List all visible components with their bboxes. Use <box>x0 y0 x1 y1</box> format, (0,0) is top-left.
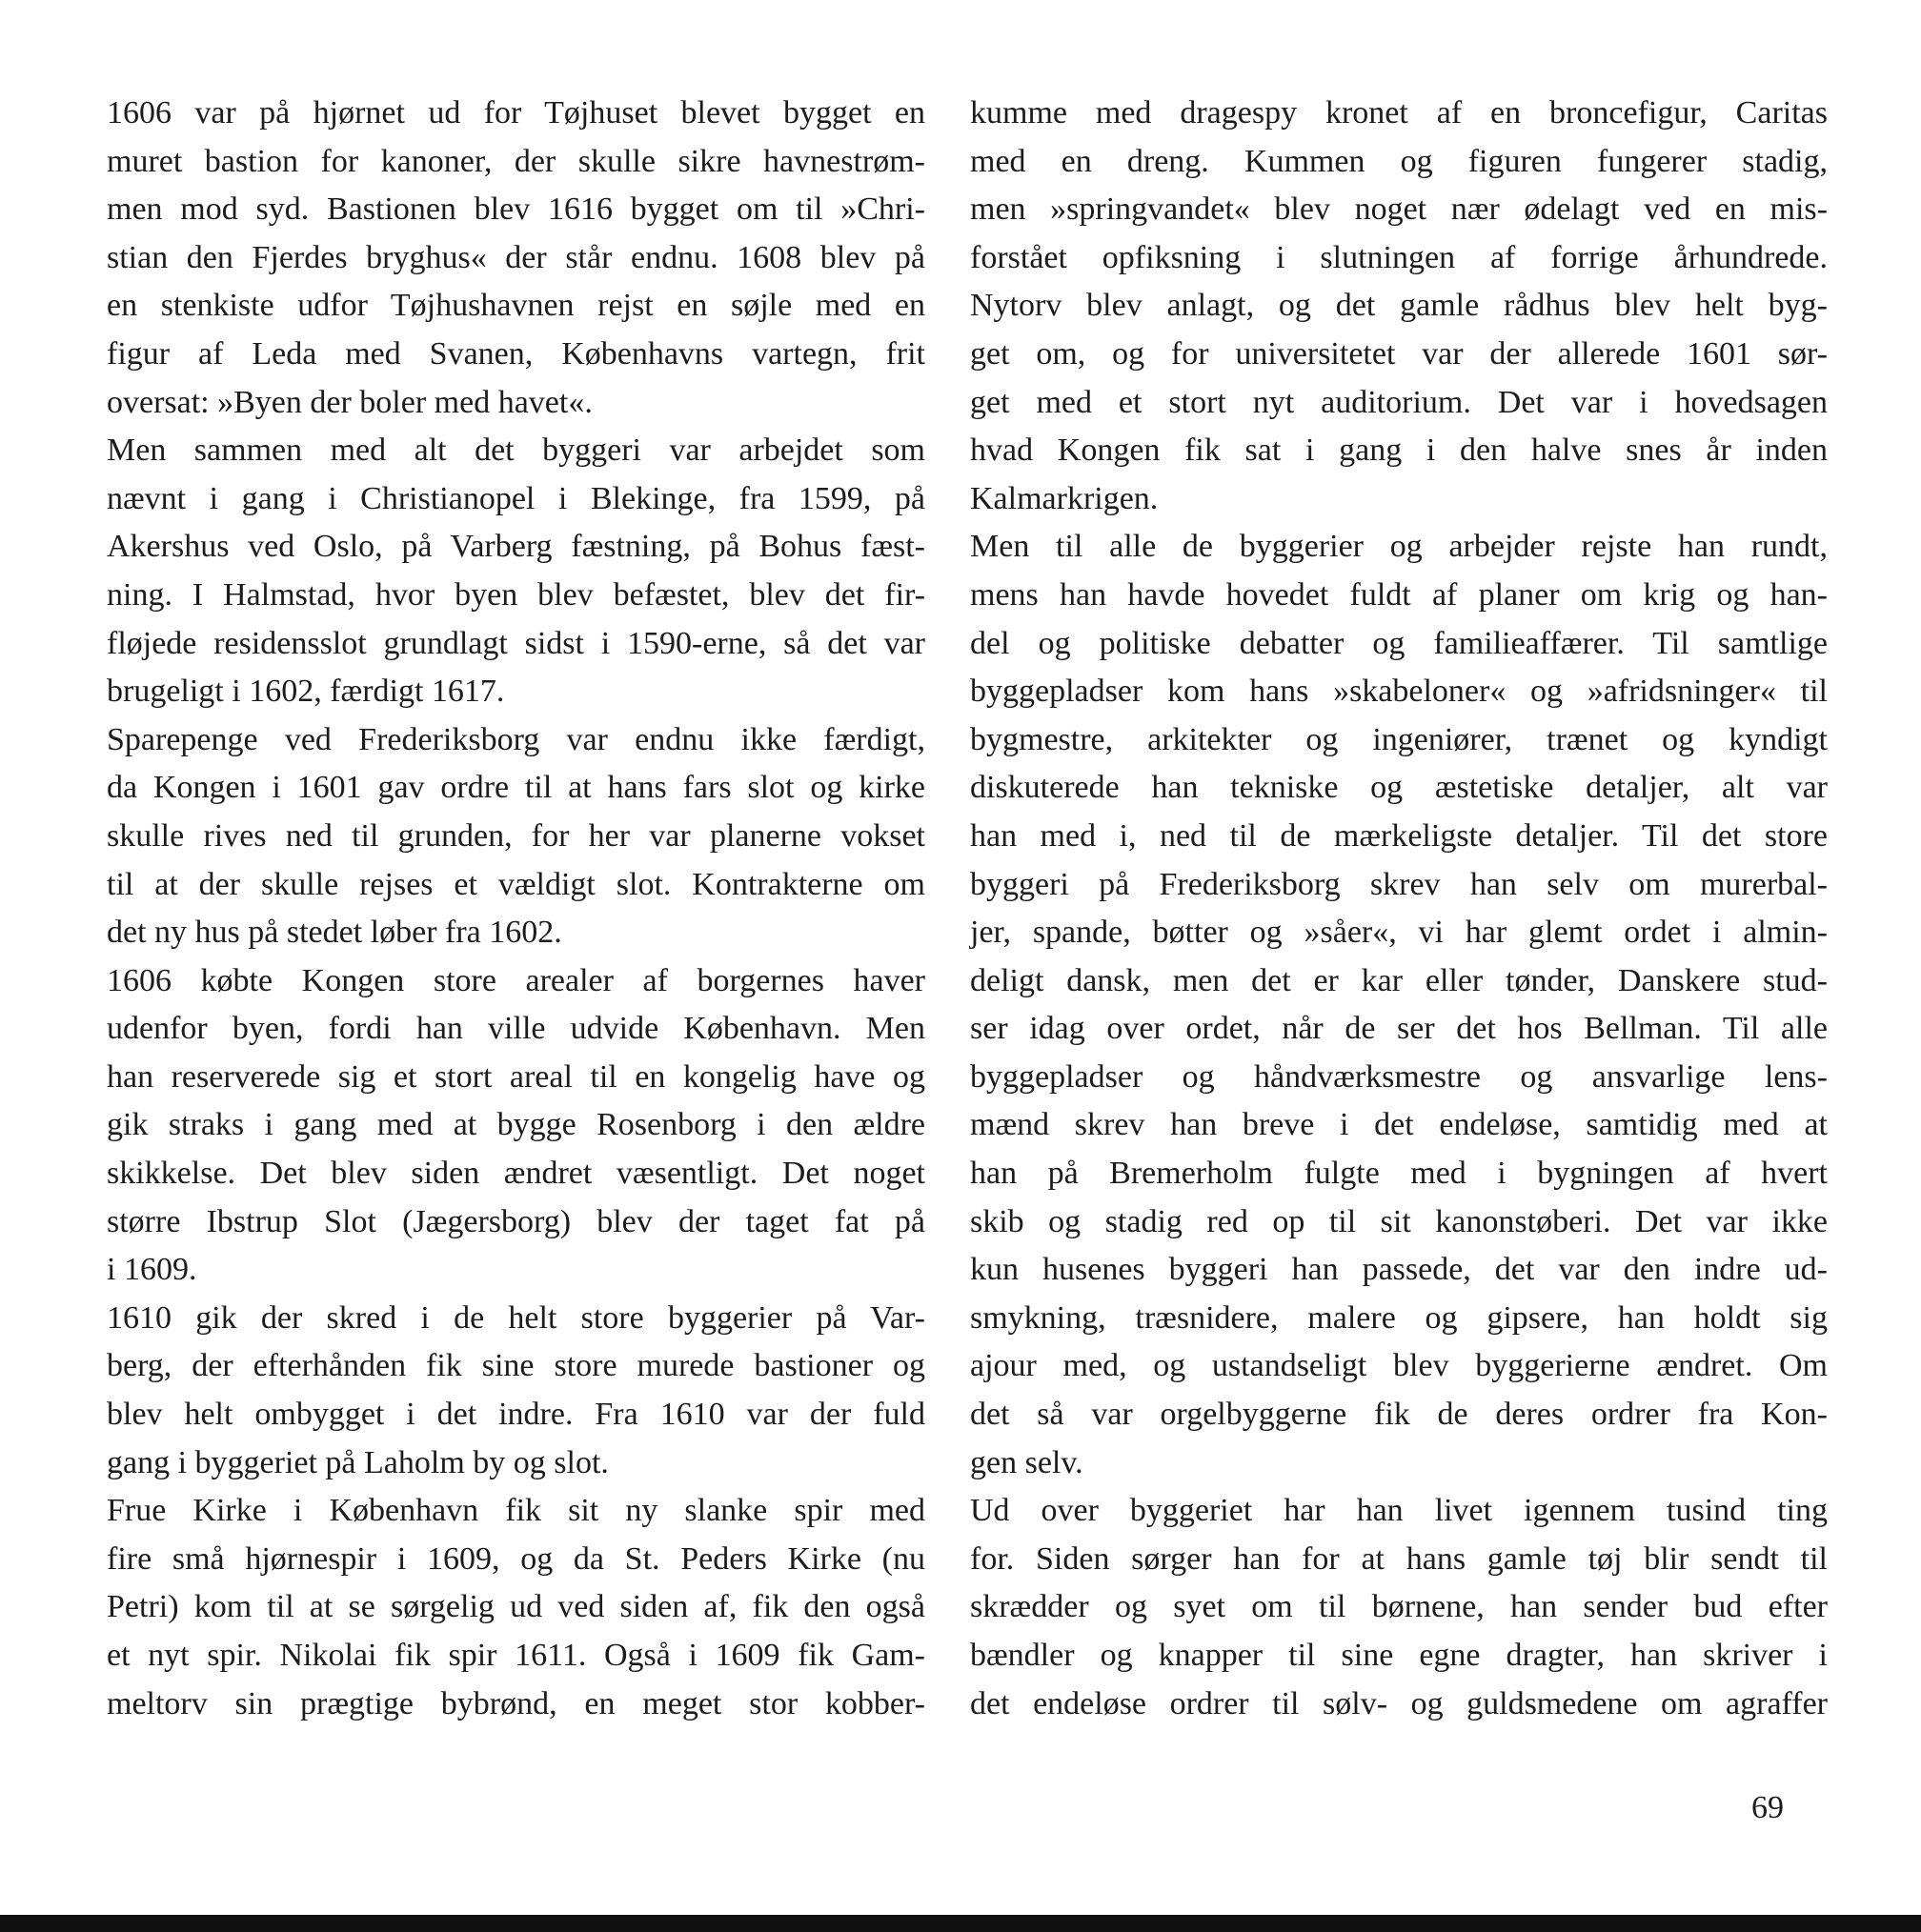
text-line: del og politiske debatter og familieaffærer. Til samtlige <box>970 625 1828 661</box>
text-line: figur af Leda med Svanen, Københavns vartegn, frit <box>107 335 925 372</box>
text-line: skikkelse. Det blev siden ændret væsentligt. Det noget <box>107 1156 925 1192</box>
text-line: berg, der efterhånden fik sine store murede bastioner og <box>107 1348 925 1384</box>
text-line: smykning, træsnidere, malere og gipsere, han holdt sig <box>970 1299 1828 1336</box>
text-line: skib og stadig red op til sit kanonstøberi. Det var ikke <box>970 1203 1828 1239</box>
text-line: gang i byggeriet på Laholm by og slot. <box>107 1444 609 1480</box>
text-line: men mod syd. Bastionen blev 1616 bygget om til »Chri- <box>107 191 925 228</box>
text-line: get om, og for universitetet var der allerede 1601 sør- <box>970 335 1828 372</box>
text-line: forstået opfiksning i slutningen af forrige århundrede. <box>970 239 1828 275</box>
text-line: 1610 gik der skred i de helt store byggerier på Var- <box>107 1299 925 1336</box>
text-line: Men sammen med alt det byggeri var arbejdet som <box>107 433 925 469</box>
text-line: fire små hjørnespir i 1609, og da St. Peders Kirke (nu <box>107 1540 925 1577</box>
text-line: han med i, ned til de mærkeligste detaljer. Til det store <box>970 817 1828 854</box>
text-line: Frue Kirke i København fik sit ny slanke spir med <box>107 1493 925 1529</box>
text-line: 1606 købte Kongen store arealer af borgernes haver <box>107 962 925 998</box>
text-line: da Kongen i 1601 gav ordre til at hans fars slot og kirke <box>107 770 925 806</box>
text-line: Men til alle de byggerier og arbejder rejste han rundt, <box>970 529 1828 565</box>
text-line: Kalmarkrigen. <box>970 480 1159 516</box>
text-line: skulle rives ned til grunden, for her var planerne vokset <box>107 817 925 854</box>
text-line: hvad Kongen fik sat i gang i den halve snes år inden <box>970 433 1828 469</box>
text-line: det endeløse ordrer til sølv- og guldsmedene om agraffer <box>970 1685 1828 1721</box>
text-line: diskuterede han tekniske og æstetiske detaljer, alt var <box>970 770 1828 806</box>
text-line: kumme med dragespy kronet af en broncefigur, Caritas <box>970 95 1828 131</box>
text-line: ning. I Halmstad, hvor byen blev befæstet, blev det fir- <box>107 576 925 613</box>
text-line: brugeligt i 1602, færdigt 1617. <box>107 674 505 710</box>
text-column-left <box>107 90 925 1728</box>
text-line: deligt dansk, men det er kar eller tønder, Danskere stud- <box>970 962 1828 998</box>
text-line: meltorv sin prægtige bybrønd, en meget stor kobber- <box>107 1685 925 1721</box>
text-line: Petri) kom til at se sørgelig ud ved siden af, fik den også <box>107 1589 925 1625</box>
text-line: mænd skrev han breve i det endeløse, samtidig med at <box>970 1107 1828 1143</box>
text-line: Ud over byggeriet har han livet igennem tusind ting <box>970 1493 1828 1529</box>
text-line: get med et stort nyt auditorium. Det var i hovedsagen <box>970 384 1828 420</box>
text-line: blev helt ombygget i det indre. Fra 1610 var der fuld <box>107 1397 925 1433</box>
text-line: fløjede residensslot grundlagt sidst i 1590-erne, så det var <box>107 625 925 661</box>
text-line: han på Bremerholm fulgte med i bygningen af hvert <box>970 1156 1828 1192</box>
text-line: bændler og knapper til sine egne dragter, han skriver i <box>970 1638 1828 1673</box>
text-line: mens han havde hovedet fuldt af planer om krig og han- <box>970 576 1828 613</box>
text-line: en stenkiste udfor Tøjhushavnen rejst en søjle med en <box>107 288 925 324</box>
text-line: til at der skulle rejses et vældigt slot. Kontrakterne om <box>107 866 925 902</box>
text-line: gik straks i gang med at bygge Rosenborg i den ældre <box>107 1107 925 1143</box>
text-line: byggepladser og håndværksmestre og ansvarlige lens- <box>970 1058 1828 1095</box>
text-line: 1606 var på hjørnet ud for Tøjhuset blevet bygget en <box>107 95 925 131</box>
text-line: det så var orgelbyggerne fik de deres ordrer fra Kon- <box>970 1397 1828 1433</box>
text-line: Sparepenge ved Frederiksborg var endnu ikke færdigt, <box>107 721 925 757</box>
text-line: bygmestre, arkitekter og ingeniører, trænet og kyndigt <box>970 721 1828 757</box>
text-line: Nytorv blev anlagt, og det gamle rådhus blev helt byg- <box>970 288 1828 324</box>
text-line: gen selv. <box>970 1444 1083 1480</box>
text-line: det ny hus på stedet løber fra 1602. <box>107 915 562 951</box>
text-line: større Ibstrup Slot (Jægersborg) blev der taget fat på <box>107 1203 925 1239</box>
text-line: udenfor byen, fordi han ville udvide København. Men <box>107 1011 925 1047</box>
scan-bottom-edge <box>0 1915 1921 1932</box>
text-line: i 1609. <box>107 1252 197 1288</box>
text-line: oversat: »Byen der boler med havet«. <box>107 384 593 420</box>
text-line: et nyt spir. Nikolai fik spir 1611. Også i 1609 fik Gam- <box>107 1638 925 1673</box>
text-line: byggepladser kom hans »skabeloner« og »afridsninger« til <box>970 674 1828 710</box>
text-line: jer, spande, bøtter og »såer«, vi har glemt ordet i almin- <box>970 915 1828 951</box>
page-number: 69 <box>1751 1790 1784 1825</box>
text-column-right <box>970 90 1828 1728</box>
text-line: ser idag over ordet, når de ser det hos Bellman. Til alle <box>970 1011 1828 1047</box>
text-line: han reserverede sig et stort areal til en kongelig have og <box>107 1058 925 1095</box>
text-line: stian den Fjerdes bryghus« der står endnu. 1608 blev på <box>107 239 925 275</box>
text-line: kun husenes byggeri han passede, det var den indre ud- <box>970 1252 1828 1288</box>
text-line: for. Siden sørger han for at hans gamle tøj blir sendt til <box>970 1540 1828 1577</box>
text-line: Akershus ved Oslo, på Varberg fæstning, på Bohus fæst- <box>107 529 925 565</box>
text-line: men »springvandet« blev noget nær ødelagt ved en mis- <box>970 191 1828 228</box>
text-line: muret bastion for kanoner, der skulle sikre havnestrøm- <box>107 143 925 179</box>
text-line: byggeri på Frederiksborg skrev han selv om murerbal- <box>970 866 1828 902</box>
text-line: skrædder og syet om til børnene, han sender bud efter <box>970 1589 1828 1625</box>
text-line: med en dreng. Kummen og figuren fungerer stadig, <box>970 143 1828 179</box>
text-line: nævnt i gang i Christianopel i Blekinge, fra 1599, på <box>107 480 925 516</box>
text-line: ajour med, og ustandseligt blev byggerierne ændret. Om <box>970 1348 1828 1384</box>
